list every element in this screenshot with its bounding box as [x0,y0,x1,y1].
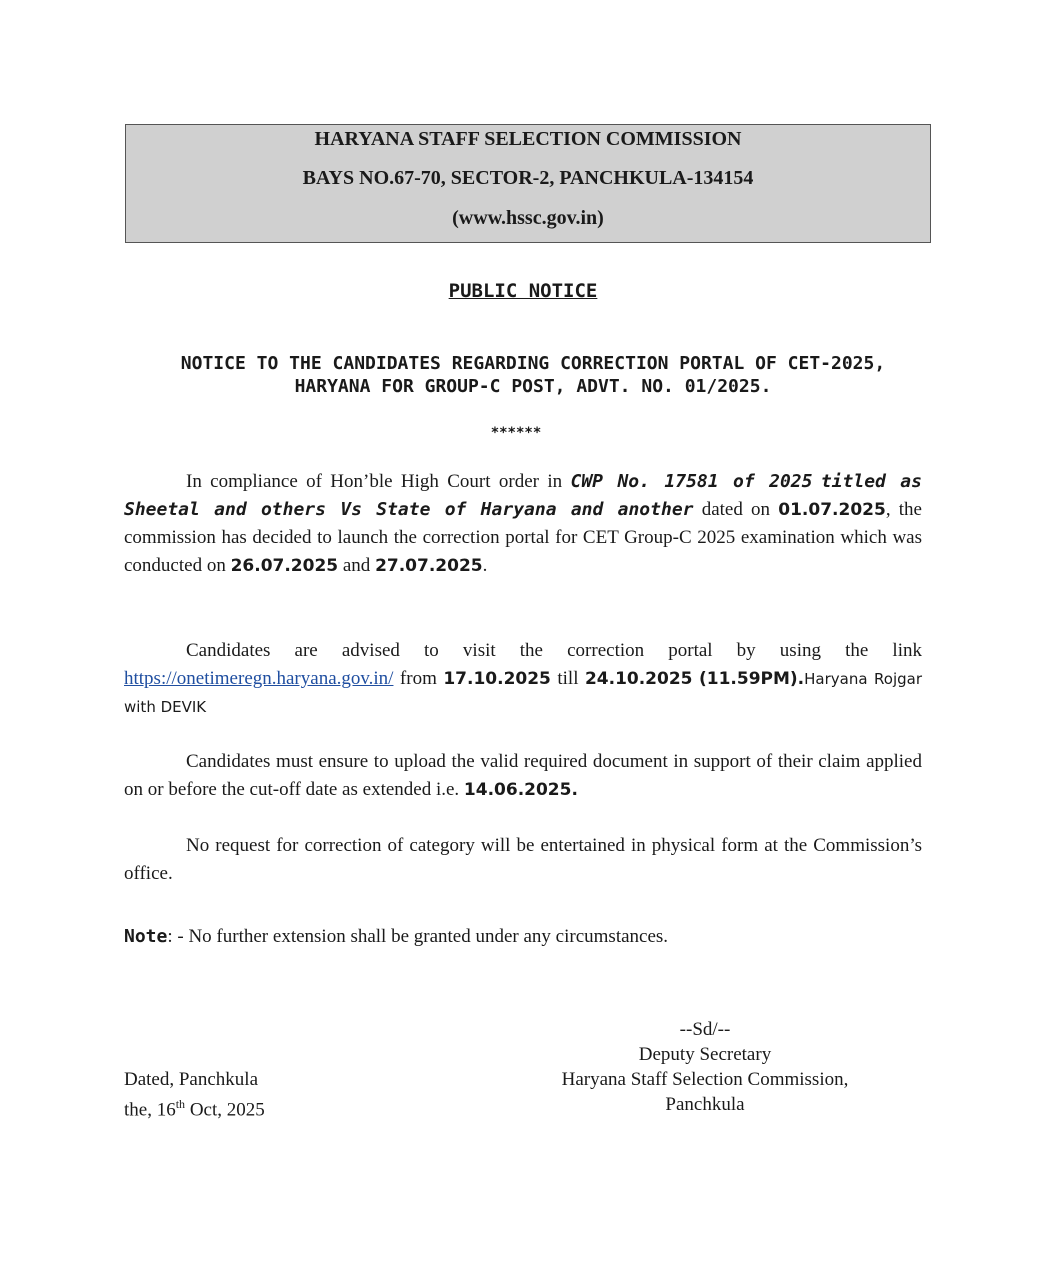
signature-block [500,1017,910,1117]
para1-text: and [338,555,376,576]
cutoff-date: 14.06.2025. [463,780,578,800]
note-line [124,926,668,948]
para1-text: . [482,555,488,576]
commission-address: BAYS NO.67-70, SECTOR-2, PANCHKULA-134154 [302,167,754,189]
para1-text: , the commission has decided to launch the correction portal for CET Group-C 2025 examination which was conducted on [124,499,922,576]
dated-block [124,1067,265,1122]
note-text: : - No further extension shall be granted under any circumstances. [167,926,669,947]
separator: ****** [490,425,542,441]
para2-text: from [393,668,444,689]
para3-text: Candidates must ensure to upload the valid required document in support of their claim applied on or before the cut-off date as extended i.e. [124,751,922,800]
para2-text: till [550,668,585,689]
portal-link[interactable]: https://onetimeregn.haryana.gov.in/ [124,668,394,689]
paragraph-portal-link [124,637,922,721]
date-day: the, 16 [124,1099,176,1121]
case-title: titled as Sheetal and others Vs State of Haryana and another [124,471,922,520]
letterhead-box [125,124,931,243]
para1-text: In compliance of Hon’ble High Court order in [186,471,571,492]
paragraph-court-order [124,468,922,580]
commission-name: HARYANA STAFF SELECTION COMMISSION [314,128,742,150]
para2-text: Candidates are advised to visit the correction portal by using the link [186,640,922,661]
from-date: 17.10.2025 [443,669,551,689]
exam-date-1: 26.07.2025 [230,556,339,576]
notice-subject [110,352,956,398]
watermark-text: Haryana Rojgar with DEVIK [124,670,923,716]
para4-text: No request for correction of category will be entertained in physical form at the Commission’s office. [124,835,922,884]
case-number: CWP No. 17581 of 2025 [570,471,813,492]
subject-line-1: NOTICE TO THE CANDIDATES REGARDING CORRECTION PORTAL OF CET-2025, [180,353,886,374]
commission-website: (www.hssc.gov.in) [452,207,604,229]
dated-place: Dated, Panchkula [124,1069,259,1090]
dated-date [124,1092,265,1122]
signatory-place: Panchkula [665,1094,745,1115]
order-date: 01.07.2025 [778,500,886,520]
para1-text: dated on [693,499,779,520]
signatory-designation: Deputy Secretary [638,1044,772,1065]
deadline-time: (11.59PM). [698,669,805,689]
public-notice-heading: PUBLIC NOTICE [448,280,598,302]
subject-line-2: HARYANA FOR GROUP-C POST, ADVT. NO. 01/2025. [294,376,772,397]
para1-space [812,471,820,492]
date-month-year: Oct, 2025 [185,1099,265,1121]
note-label: Note [124,926,168,947]
paragraph-documents [124,748,922,804]
signatory-organization: Haryana Staff Selection Commission, [561,1069,849,1090]
date-suffix: th [175,1097,186,1111]
signature-sd: --Sd/-- [679,1019,731,1040]
till-date: 24.10.2025 [584,669,693,689]
exam-date-2: 27.07.2025 [375,556,483,576]
paragraph-physical-request [124,832,922,888]
